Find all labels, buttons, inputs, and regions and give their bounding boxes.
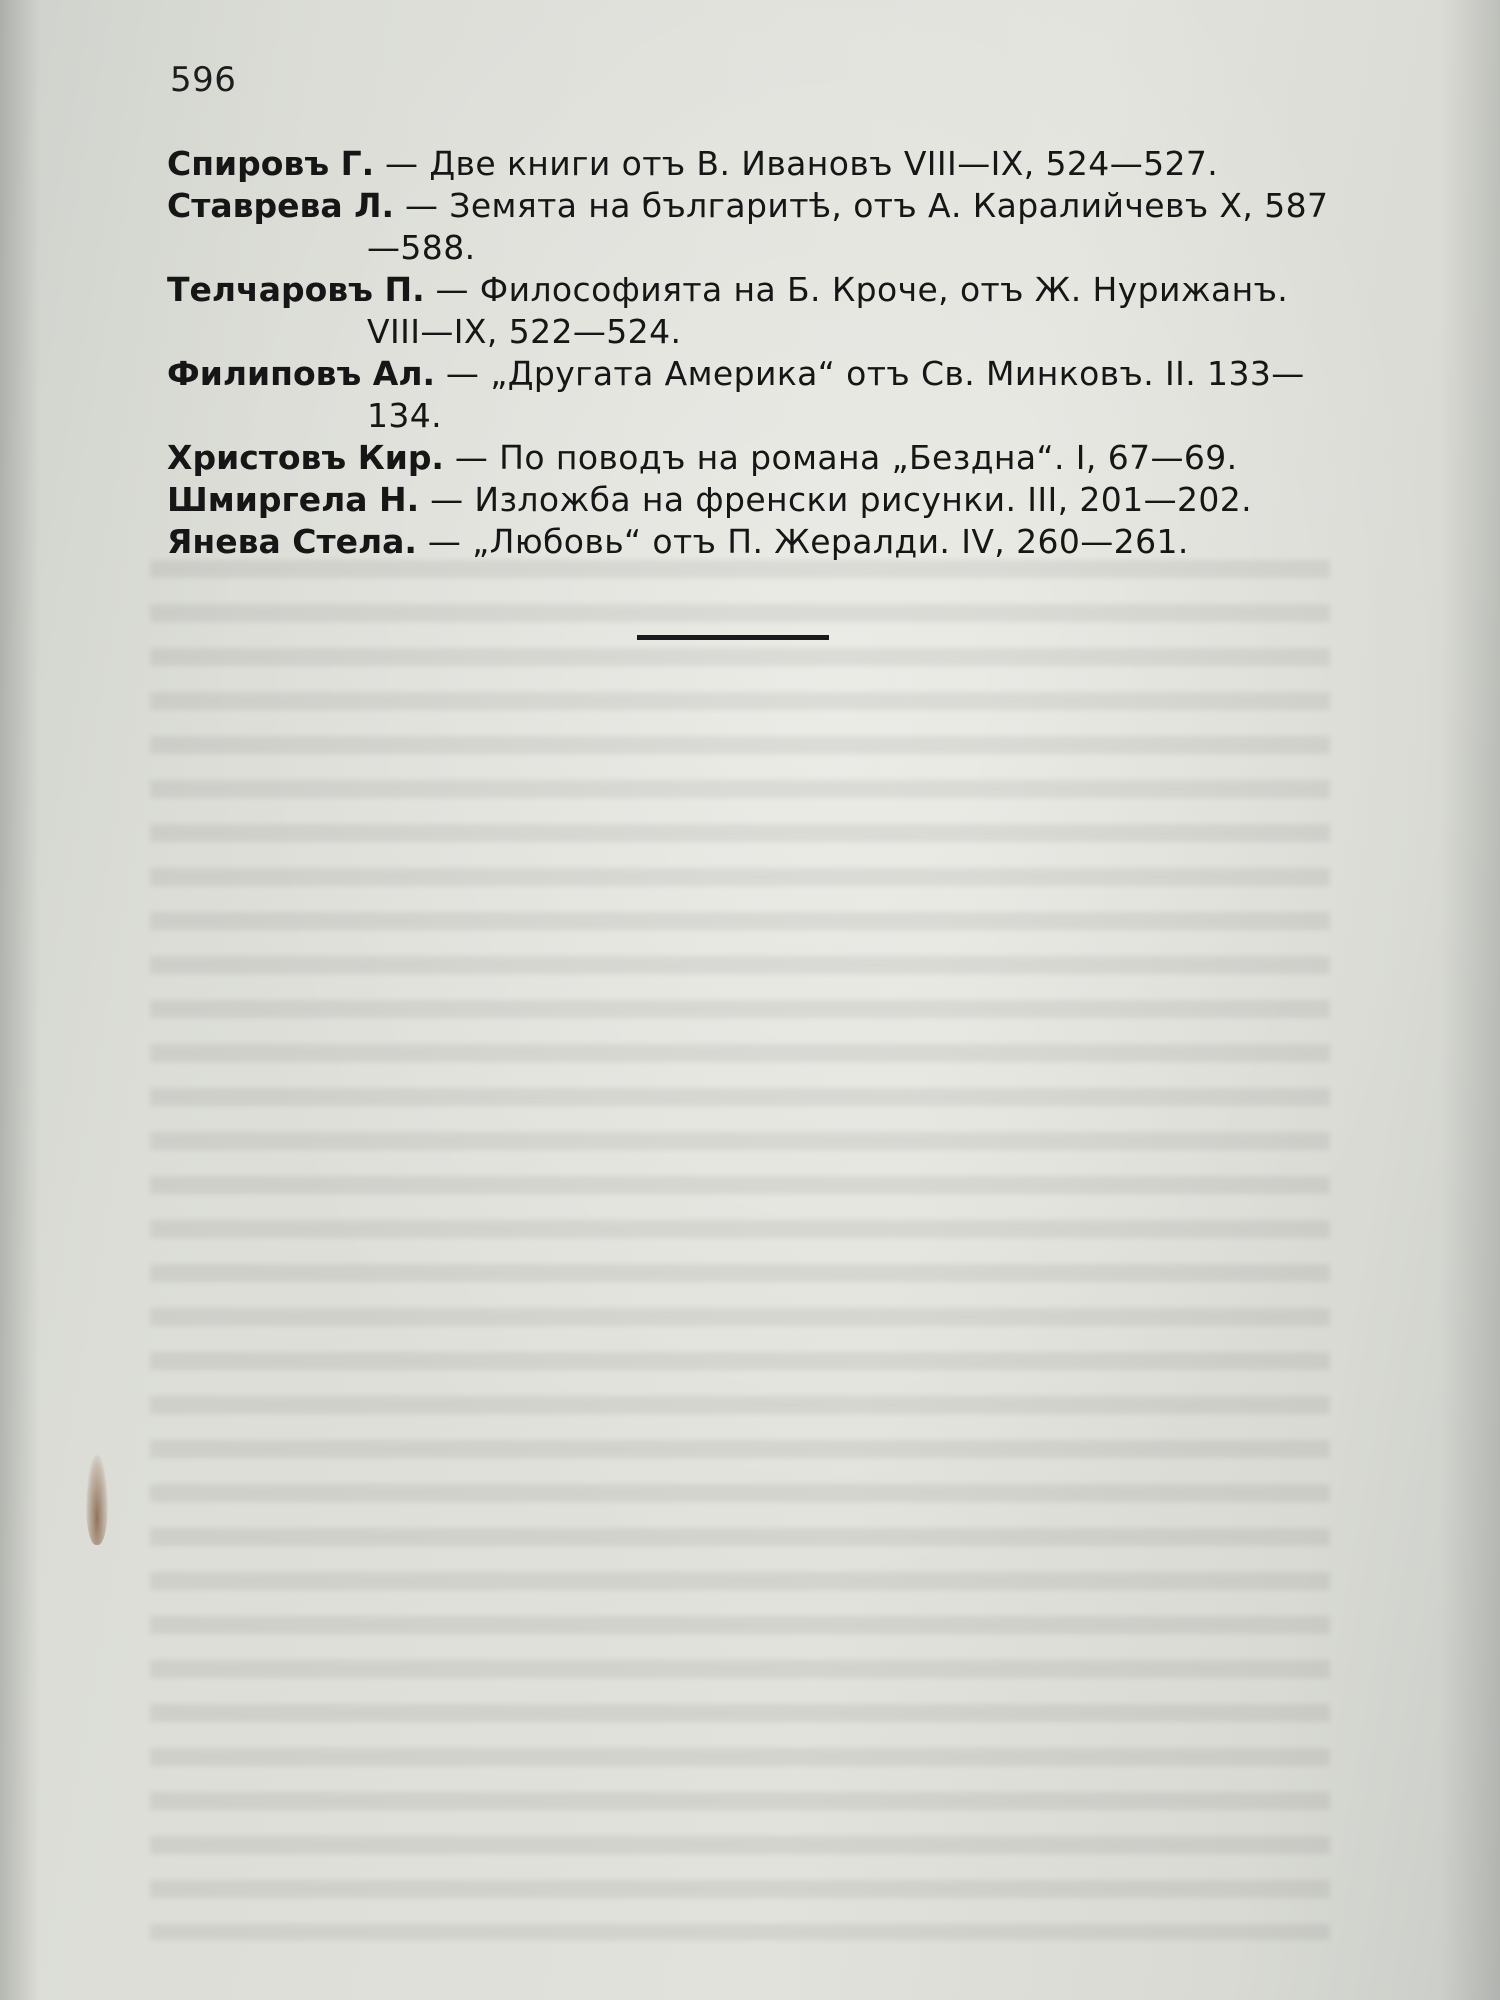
- entry-work: — Земята на българитѣ, отъ А. Каралийчевъ Х, 587—588.: [367, 186, 1329, 267]
- bibliography-entry: [167, 143, 1337, 185]
- entry-work: — Изложба на френски рисунки. III, 201—202.: [419, 480, 1253, 519]
- entry-work: — По поводъ на романа „Бездна“. I, 67—69.: [443, 438, 1238, 477]
- reverse-side-bleed-through: [150, 560, 1330, 1940]
- entry-author: Шмиргела Н.: [167, 480, 420, 519]
- bibliography-list: [167, 143, 1337, 563]
- bibliography-entry: [167, 521, 1337, 563]
- page-number: 596: [170, 60, 237, 100]
- entry-work: — „Любовь“ отъ П. Жералди. IV, 260—261.: [416, 522, 1189, 561]
- paper-stain: [86, 1455, 108, 1545]
- entry-author: Ставрева Л.: [167, 186, 395, 225]
- entry-work: — „Другата Америка“ отъ Св. Минковъ. II. 133—134.: [367, 354, 1305, 435]
- section-divider-rule: [637, 635, 829, 640]
- entry-work: — Две книги отъ В. Ивановъ VIII—IX, 524—527.: [374, 144, 1219, 183]
- entry-author: Христовъ Кир.: [167, 438, 444, 477]
- entry-author: Телчаровъ П.: [167, 270, 425, 309]
- bibliography-entry: [167, 479, 1337, 521]
- page-edge-shadow: [1440, 0, 1500, 2000]
- bibliography-entry: [167, 269, 1337, 353]
- entry-author: Филиповъ Ал.: [167, 354, 436, 393]
- entry-author: Спировъ Г.: [167, 144, 375, 183]
- page-fold-shadow: [0, 0, 40, 2000]
- entry-work: — Философията на Б. Кроче, отъ Ж. Нурижанъ. VIII—IX, 522—524.: [367, 270, 1289, 351]
- entry-author: Янева Стела.: [167, 522, 417, 561]
- bibliography-entry: [167, 437, 1337, 479]
- bibliography-entry: [167, 353, 1337, 437]
- bibliography-entry: [167, 185, 1337, 269]
